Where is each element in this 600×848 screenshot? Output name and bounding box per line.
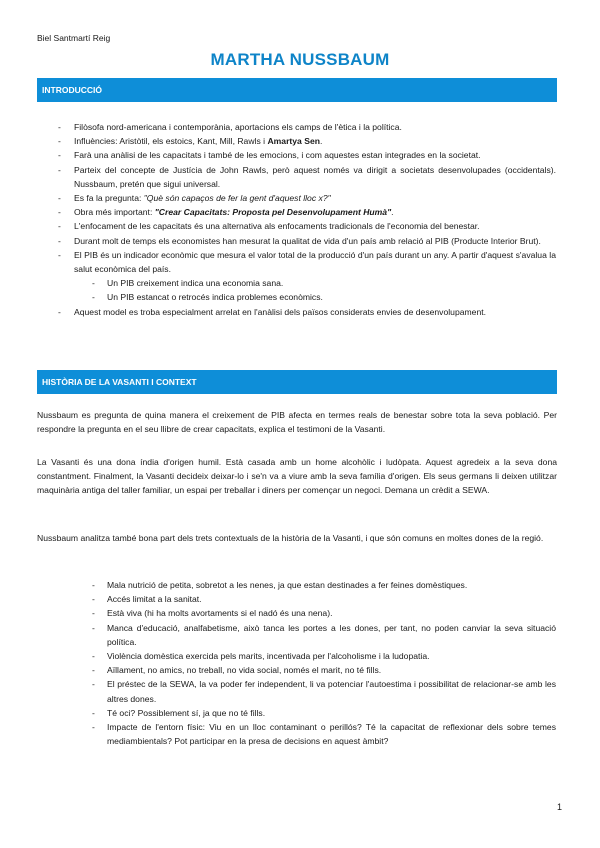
- list-item-bold: Amartya Sen: [267, 136, 320, 147]
- bullet-dash: -: [92, 665, 95, 676]
- list-item-text: Filòsofa nord-americana i contemporània, aportacions els camps de l'ètica i la política.: [74, 122, 402, 132]
- section-heading-historia: HISTÒRIA DE LA VASANTI I CONTEXT: [37, 370, 557, 394]
- list-item: [0, 219, 600, 233]
- list-item-text: Parteix del concepte de Justícia de John Rawls, però aquest només va dirigit a societats desenvolupades (occidentals). Nussbaum, pretén que sigui universal.: [74, 164, 556, 189]
- bullet-dash: -: [92, 292, 95, 303]
- list-item-text: Obra més important:: [74, 207, 155, 218]
- bullet-dash: -: [58, 221, 61, 232]
- list-item-punct: .: [391, 207, 394, 218]
- list-item: [0, 677, 600, 705]
- list-item-text: Té oci? Possiblement sí, ja que no té fills.: [107, 707, 266, 718]
- list-item-text: Influències: Aristòtil, els estoics, Kant, Mill, Rawls i: [74, 136, 268, 147]
- bullet-dash: -: [92, 707, 95, 718]
- list-item-text: Durant molt de temps els economistes han mesurat la qualitat de vida d'un país amb relació al PIB (Producte Interior Brut).: [74, 235, 541, 246]
- bullet-dash: -: [92, 608, 95, 619]
- bullet-dash: -: [92, 722, 95, 733]
- list-item-question: "Què són capaços de fer la gent d'aquest lloc x?": [143, 193, 331, 204]
- list-item-text: Violència domèstica exercida pels marits, incentivada per l'alcoholisme i la ludopatia.: [107, 651, 430, 662]
- bullet-dash: -: [58, 193, 61, 204]
- list-item-punct: .: [319, 136, 323, 147]
- list-item-text: El préstec de la SEWA, la va poder fer independent, li va potenciar l'autoestima i possibilitat de relacionar-se amb les altres dones.: [107, 679, 556, 704]
- list-item-text: Aquest model es troba especialment arrelat en l'anàlisi dels països considerats envies de desenvolupament.: [74, 306, 486, 317]
- list-item-text: Un PIB creixement indica una economia sana.: [107, 278, 284, 289]
- bullet-dash: -: [58, 207, 61, 218]
- paragraph-3: Nussbaum analitza també bona part dels trets contextuals de la història de la Vasanti, i que són comuns en moltes dones de la regió.: [37, 533, 544, 543]
- list-item: [0, 134, 600, 148]
- list-item: [0, 706, 600, 720]
- bullet-dash: -: [58, 136, 61, 147]
- list-item-book-title: "Crear Capacitats: Proposta pel Desenvolupament Humà": [154, 207, 392, 218]
- bullet-dash: -: [92, 278, 95, 289]
- bullet-dash: -: [92, 622, 95, 633]
- bullet-dash: -: [58, 235, 61, 246]
- list-item-text: Està viva (hi ha molts avortaments si el nadó és una nena).: [107, 608, 333, 619]
- list-item-text: El PIB és un indicador econòmic que mesura el valor total de la producció d'un país durant un any. A partir d'aquest s'avalua la salut econòmica del país.: [74, 249, 556, 275]
- bullet-dash: -: [58, 306, 61, 317]
- list-item-text: Un PIB estancat o retrocés indica problemes econòmics.: [107, 292, 323, 303]
- section-heading-introduccio: INTRODUCCIÓ: [37, 78, 557, 102]
- list-item-text: Farà una anàlisi de les capacitats i també de les emocions, i com aquestes estan integrades en la societat.: [74, 150, 481, 161]
- paragraph-2: La Vasanti és una dona índia d'origen humil. Està casada amb un home alcohòlic i ludòpata. Aquest agredeix a la seva dona constantment. Finalment, la Vasanti decideix deixar-lo i se'n va a viure amb la seva família d'origen. Els seus germans li deixen utilitzar maquinària antiga del taller familiar, un espai per treballar i diners per començar un negoci. Demana un crèdit a SEWA.: [37, 457, 557, 496]
- list-item-text: Aïllament, no amics, no treball, no vida social, només el marit, no té fills.: [107, 665, 382, 676]
- list-item: [0, 290, 600, 304]
- paragraph-1: Nussbaum es pregunta de quina manera el creixement de PIB afecta en termes reals de benestar sobre tota la seva població. Per respondre la pregunta en el seu llibre de crear capacitats, explica el testimoni de la Vasanti.: [37, 410, 557, 435]
- list-item: [0, 663, 600, 677]
- list-item-text: Mala nutrició de petita, sobretot a les nenes, ja que estan destinades a fer feines domèstiques.: [107, 580, 468, 590]
- author-name: Biel Santmartí Reig: [37, 33, 111, 43]
- list-item: [0, 606, 600, 620]
- list-item: [0, 305, 600, 319]
- list-item: [0, 592, 600, 606]
- list-item-text: Es fa la pregunta:: [74, 193, 144, 204]
- bullet-dash: -: [58, 122, 61, 132]
- list-item-text: Impacte de l'entorn físic: Viu en un lloc contaminant o perillós? Té la capacitat de reflexionar dels sobre temes mediambientals? Pot participar en la presa de decisions en aquest àmbit?: [107, 722, 556, 747]
- list-item: [0, 148, 600, 162]
- list-item: [0, 578, 600, 592]
- list-item: [0, 649, 600, 663]
- list-item-text: Accés limitat a la sanitat.: [107, 594, 202, 605]
- bullet-dash: -: [92, 580, 95, 590]
- list-item: [0, 276, 600, 290]
- bullet-dash: -: [58, 150, 61, 161]
- bullet-dash: -: [92, 651, 95, 662]
- list-item-text: Manca d'educació, analfabetisme, això tanca les portes a les dones, per tant, no poden canviar la seva situació política.: [107, 622, 556, 647]
- page-number: 1: [556, 802, 562, 812]
- list-item-text: L'enfocament de les capacitats és una alternativa als enfocaments tradicionals de l'economia del benestar.: [74, 221, 480, 232]
- bullet-dash: -: [92, 594, 95, 605]
- list-item: [0, 205, 600, 219]
- bullet-dash: -: [92, 679, 95, 690]
- list-item: [0, 120, 600, 134]
- list-item: [0, 248, 600, 276]
- context-list: [0, 578, 600, 748]
- bullet-dash: -: [58, 249, 61, 260]
- list-item: [0, 234, 600, 248]
- list-item: [0, 191, 600, 205]
- list-item: [0, 720, 600, 748]
- list-item: [0, 163, 600, 191]
- bullet-dash: -: [58, 164, 61, 175]
- intro-list: [0, 120, 600, 319]
- page-title: MARTHA NUSSBAUM: [210, 50, 390, 69]
- list-item: [0, 621, 600, 649]
